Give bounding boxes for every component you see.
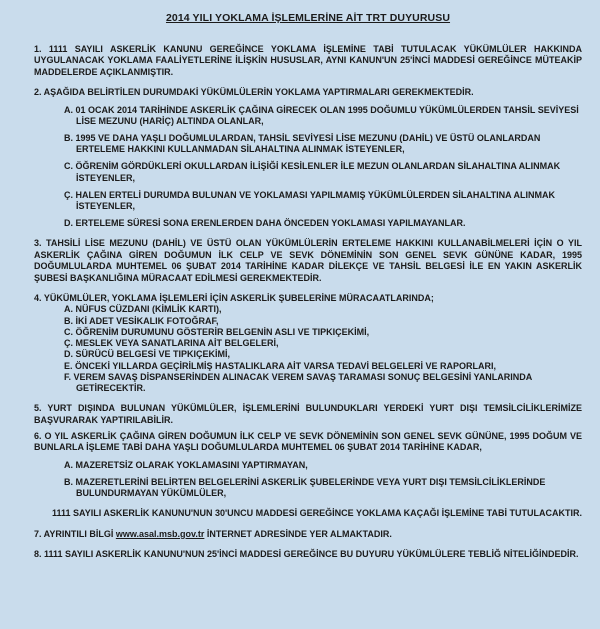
- list-item: D. ERTELEME SÜRESİ SONA ERENLERDEN DAHA ÖNCEDEN YOKLAMASI YAPILMAYANLAR.: [64, 218, 466, 229]
- paragraph-2: 2. AŞAĞIDA BELİRTİLEN DURUMDAKİ YÜKÜMLÜLERİN YOKLAMA YAPTIRMALARI GEREKMEKTEDİR.: [34, 87, 474, 98]
- paragraph-3: 3. TAHSİLİ LİSE MEZUNU (DAHİL) VE ÜSTÜ OLAN YÜKÜMLÜLERİN ERTELEME HAKKINI KULLANABİLMELERİ İÇİN O YIL ASKERLİK ÇAĞINA GİREN DOĞUMUN İLK CELP VE SEVK DÖNEMİNİN SON GENEL SEVK GÜNÜNE KADAR, 1995 DOĞUMLULARDA MUHTEMEL 06 ŞUBAT 2014 TARİHİNE KADAR DİLEKÇE VE TAHSİL BELGESİ İLE EN YAKIN ASKERLİK ŞUBESİ BAŞKANLIĞINA MÜRACAAT EDİLMESİ GEREKMEKTEDİR.: [34, 238, 582, 283]
- paragraph-1: 1. 1111 SAYILI ASKERLİK KANUNU GEREĞİNCE YOKLAMA İŞLEMİNE TABİ TUTULACAK YÜKÜMLÜLER HAKKINDA UYGULANACAK YOKLAMA FAALİYETLERİNE İLİŞKİN HUSUSLAR, AYNI KANUN'UN 25'İNCİ MADDESİ GEREĞİNCE MÜTEAKİP MADDELERDE AÇIKLANMIŞTIR.: [34, 44, 582, 77]
- list-item: Ç. MESLEK VEYA SANATLARINA AİT BELGELERİ,: [64, 338, 279, 349]
- list-item: E. ÖNCEKİ YILLARDA GEÇİRİLMİŞ HASTALIKLARA AİT VARSA TEDAVİ BELGELERİ VE RAPORLARI,: [64, 360, 497, 371]
- list-item: B. 1995 VE DAHA YAŞLI DOĞUMLULARDAN, TAHSİL SEVİYESİ LİSE MEZUNU (DAHİL) VE ÜSTÜ OLANLARDAN ERTELEME HAKKINI KULLANMADAN SİLAHALTINA ALINMAK İSTEYENLER,: [64, 133, 541, 155]
- paragraph-7: [34, 529, 582, 540]
- list-item: C. ÖĞRENİM DURUMUNU GÖSTERİR BELGENİN ASLI VE TIPKIÇEKİMİ,: [64, 326, 370, 337]
- list-item: A. 01 OCAK 2014 TARİHİNDE ASKERLİK ÇAĞINA GİRECEK OLAN 1995 DOĞUMLU YÜKÜMLÜLERDEN TAHSİL SEVİYESİ LİSE MEZUNU (HARİÇ) ALTINDA OLANLAR,: [64, 104, 579, 126]
- paragraph-2-list: [34, 105, 582, 230]
- page-title: 2014 YILI YOKLAMA İŞLEMLERİNE AİT TRT DUYURUSU: [165, 12, 451, 24]
- paragraph-7-prefix: 7. AYRINTILI BİLGİ: [34, 528, 116, 539]
- paragraph-6-tail: 1111 SAYILI ASKERLİK KANUNU'NUN 30'UNCU MADDESİ GEREĞİNCE YOKLAMA KAÇAĞI İŞLEMİNE TABİ TUTULACAKTIR.: [52, 508, 582, 519]
- paragraph-5: 5. YURT DIŞINDA BULUNAN YÜKÜMLÜLER, İŞLEMLERİNİ BULUNDUKLARI YERDEKİ YURT DIŞI TEMSİLCİLİKLERİMİZE BAŞVURARAK YAPTIRILABİLİR.: [34, 403, 582, 425]
- list-item: B. İKİ ADET VESİKALIK FOTOĞRAF,: [64, 315, 219, 326]
- website-link[interactable]: www.asal.msb.gov.tr: [115, 528, 205, 539]
- list-item: A. NÜFUS CÜZDANI (KİMLİK KARTI),: [64, 304, 222, 315]
- paragraph-8: 8. 1111 SAYILI ASKERLİK KANUNU'NUN 25'İNCİ MADDESİ GEREĞİNCE BU DUYURU YÜKÜMLÜLERE TEBLİĞ NİTELİĞİNDEDİR.: [34, 549, 579, 560]
- list-item: B. MAZERETLERİNİ BELİRTEN BELGELERİNİ ASKERLİK ŞUBELERİNDE VEYA YURT DIŞI TEMSİLCİLİKLERİNDE BULUNDURMAYAN YÜKÜMLÜLER,: [64, 476, 546, 499]
- list-item: F. VEREM SAVAŞ DİSPANSERİNDEN ALINACAK VEREM SAVAŞ TARAMASI SONUÇ BELGESİNİ YANLARINDA GETİRECEKTİR.: [64, 371, 532, 393]
- list-item: C. ÖĞRENİM GÖRDÜKLERİ OKULLARDAN İLİŞİĞİ KESİLENLER İLE MEZUN OLANLARDAN SİLAHALTINA ALINMAK İSTEYENLER,: [64, 161, 561, 183]
- list-item: D. SÜRÜCÜ BELGESİ VE TIPKIÇEKİMİ,: [64, 349, 231, 360]
- paragraph-4: 4. YÜKÜMLÜLER, YOKLAMA İŞLEMLERİ İÇİN ASKERLİK ŞUBELERİNE MÜRACAATLARINDA;: [34, 293, 434, 304]
- paragraph-6: 6. O YIL ASKERLİK ÇAĞINA GİREN DOĞUMUN İLK CELP VE SEVK DÖNEMİNİN SON GENEL SEVK GÜNÜNE, 1995 DOĞUM VE BUNLARLA İŞLEME TABİ DAHA YAŞLI DOĞUMLULARDA MUHTEMEL 06 ŞUBAT 2014 TARİHİNE KADAR,: [34, 430, 582, 453]
- list-item: Ç. HALEN ERTELİ DURUMDA BULUNAN VE YOKLAMASI YAPILMAMIŞ YÜKÜMLÜLERDEN SİLAHALTINA ALINMAK İSTEYENLER,: [64, 189, 556, 212]
- paragraph-7-suffix: İNTERNET ADRESİNDE YER ALMAKTADIR.: [204, 528, 392, 539]
- list-item: A. MAZERETSİZ OLARAK YOKLAMASINI YAPTIRMAYAN,: [64, 459, 308, 470]
- paragraph-4-list: [34, 304, 582, 394]
- paragraph-6-list: [34, 460, 582, 500]
